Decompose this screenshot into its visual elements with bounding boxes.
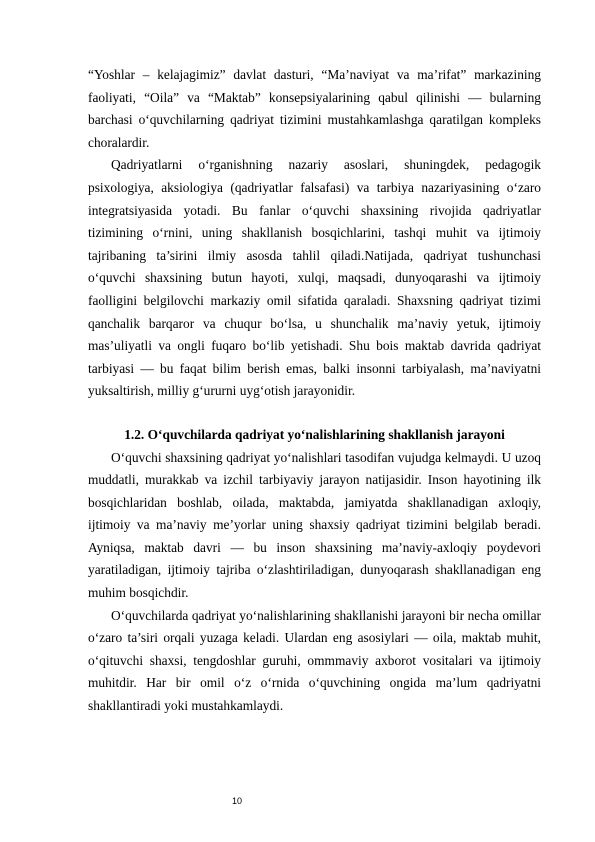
section-spacer <box>88 403 541 424</box>
paragraph-intro: “Yoshlar – kelajagimiz” davlat dasturi, “Ma’naviyat va ma’rifat” markazining faoliyati, “Oila” va “Maktab” konsepsiyalarining qabul qilinishi — bularning barchasi o‘quvchilarning qadriyat tizimini mustahkamlashga qaratilgan kompleks choralardir. <box>88 67 541 150</box>
document-page <box>88 64 541 718</box>
section-heading: 1.2. O‘quvchilarda qadriyat yo‘nalishlarining shakllanish jarayoni <box>124 426 505 442</box>
paragraph-theoretical-foundations: Qadriyatlarni o‘rganishning nazariy asoslari, shuningdek, pedagogik psixologiya, aksiologiya (qadriyatlar falsafasi) va tarbiya nazariyasining o‘zaro integratsiyasida yotadi. Bu fanlar o‘quvchi shaxsining rivojida qadriyatlar tizimining o‘rnini, uning shakllanish bosqichlarini, tashqi muhit va ijtimoiy tajribaning ta’sirini ilmiy asosda tahlil qiladi.Natijada, qadriyat tushunchasi o‘quvchi shaxsining butun hayoti, xulqi, maqsadi, dunyoqarashi va ijtimoiy faolligini belgilovchi markaziy omil sifatida qaraladi. Shaxsning qadriyat tizimi qanchalik barqaror va chuqur bo‘lsa, u shunchalik ma’naviy yetuk, ijtimoiy mas’uliyatli va ongli fuqaro bo‘lib yetishadi. Shu bois maktab davrida qadriyat tarbiyasi — bu faqat bilim berish emas, balki insonni tarbiyalash, ma’naviyatni yuksaltirish, milliy g‘ururni uyg‘otish jarayonidir. <box>88 157 541 399</box>
paragraph-formation-factors: O‘quvchilarda qadriyat yo‘nalishlarining shakllanishi jarayoni bir necha omillar o‘zaro ta’siri orqali yuzaga keladi. Ulardan eng asosiylari — oila, maktab muhit, o‘qituvchi shaxsi, tengdoshlar guruhi, ommmaviy axborot vositalari va ijtimoiy muhitdir. Har bir omil o‘z o‘rnida o‘quvchining ongida ma’lum qadriyatni shakllantiradi yoki mustahkamlaydi. <box>88 607 541 714</box>
page-number: 10 <box>232 796 243 806</box>
paragraph-value-orientations: O‘quvchi shaxsining qadriyat yo‘nalishlari tasodifan vujudga kelmaydi. U uzoq muddatli, murakkab va izchil tarbiyaviy jarayon natijasidir. Inson hayotining ilk bosqichlaridan boshlab, oilada, maktabda, jamiyatda shakllanadigan axloqiy, ijtimoiy va ma’naviy me’yorlar uning shaxsiy qadriyat tizimini belgilab beradi. Ayniqsa, maktab davri — bu inson shaxsining ma’naviy-axloqiy poydevori yaratiladigan, ijtimoiy tajriba o‘zlashtiriladigan, dunyoqarash shakllanadigan eng muhim bosqichdir. <box>88 449 541 601</box>
